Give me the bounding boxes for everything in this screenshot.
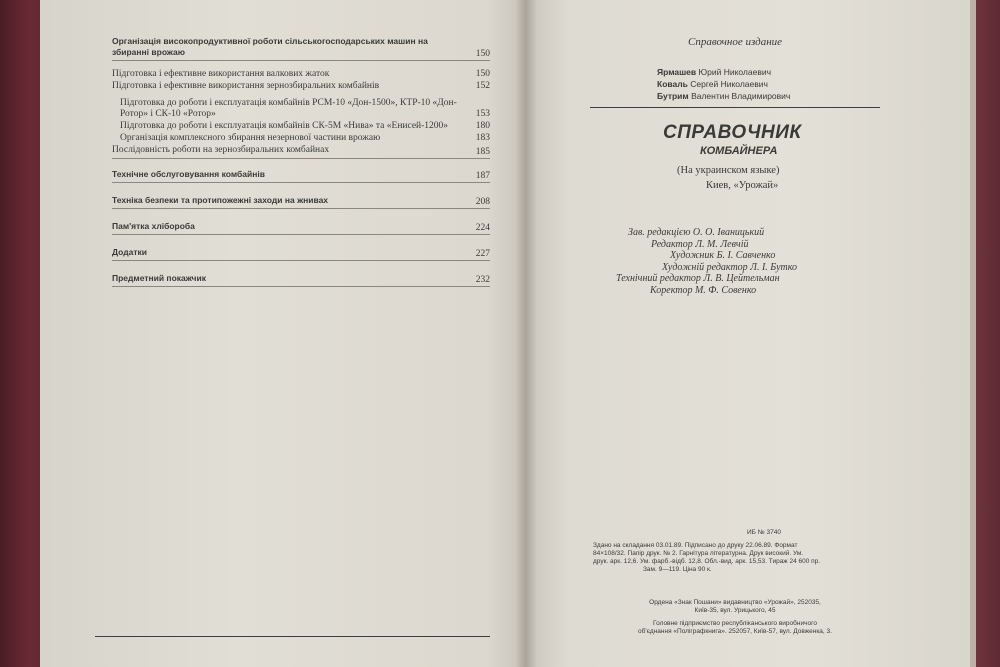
authors-list [657, 66, 790, 102]
staff-line: Редактор Л. М. Левчій [651, 238, 749, 250]
toc-entry [112, 221, 490, 235]
printer-address [590, 620, 880, 636]
print-line: Зам. 9—119. Ціна 90 к. [643, 566, 712, 573]
author-row: Бутрим Валентин Владимирович [657, 91, 791, 101]
toc-entry [112, 145, 490, 159]
toc-entry-page: 187 [475, 171, 490, 181]
toc-entry-title: Організація комплексного збирання незернової частини врожаю [120, 133, 381, 143]
toc-entry [112, 121, 490, 132]
author-row: Коваль Сергей Николаевич [657, 79, 768, 89]
staff-line: Художник Б. І. Савченко [670, 250, 776, 261]
book-gutter [515, 0, 537, 667]
toc-entry [112, 169, 490, 183]
toc-entry [112, 273, 490, 287]
title-rule [590, 107, 880, 108]
language-note: (На украинском языке) [677, 165, 780, 176]
toc-entry-page: 180 [475, 121, 490, 131]
editorial-staff [614, 227, 797, 296]
staff-line: Зав. редакцією О. О. Іваницький [628, 227, 765, 238]
book-title: СПРАВОЧНИК [663, 122, 802, 143]
toc-entry [112, 247, 490, 261]
toc-entry-page: 150 [475, 49, 490, 59]
publisher-address [610, 599, 860, 615]
staff-line: Коректор М. Ф. Совенко [650, 284, 757, 296]
toc-entry-title: Підготовка і ефективне використання зернозбиральних комбайнів [112, 81, 380, 91]
page-edges [970, 0, 976, 667]
left-bottom-rule [95, 636, 490, 637]
toc-entry [112, 69, 490, 80]
toc-entry [112, 98, 490, 120]
ib-number: ИБ № 3740 [747, 529, 781, 536]
table-of-contents [112, 36, 490, 287]
staff-line: Технічний редактор Л. В. Цейтельман [616, 273, 780, 284]
print-details [593, 542, 878, 574]
toc-entry [112, 81, 490, 92]
toc-entry-page: 150 [475, 69, 490, 79]
toc-entry-page: 183 [475, 133, 490, 143]
edition-type: Справочное издание [688, 36, 783, 48]
toc-entry-title: Додатки [112, 247, 148, 257]
toc-entry-page: 224 [475, 223, 490, 233]
toc-entry-title: Предметний покажчик [112, 273, 206, 283]
toc-entry-title: Послідовність роботи на зернозбиральних комбайнах [112, 145, 330, 155]
toc-entry-page: 152 [475, 81, 490, 91]
toc-entry-title: Технічне обслуговування комбайнів [112, 169, 265, 179]
author-row: Ярмашев Юрий Николаевич [657, 67, 772, 77]
toc-entry-page: 208 [475, 197, 490, 207]
toc-entry [112, 133, 490, 144]
toc-entry-title: Техніка безпеки та протипожежні заходи на жнивах [112, 195, 329, 205]
publisher-line: Київ-35, вул. Урицького, 45 [694, 607, 776, 614]
toc-entry-page: 185 [475, 147, 490, 157]
printer-line: об'єднання «Поліграфкнига». 252057, Київ-57, вул. Довженка, 3. [638, 628, 832, 635]
toc-entry-title: Підготовка до роботи і експлуатація комбайнів СК-5М «Нива» та «Енисей-1200» [120, 121, 449, 131]
print-line: друк. арк. 12,6. Ум. фарб.-відб. 12,8. Обл.-вид. арк. 15,53. Тираж 24 600 пр. [593, 558, 821, 565]
toc-entry-title: Підготовка до роботи і експлуатація комбайнів РСМ-10 «Дон-1500», КТР-10 «Дон-Ротор» і СК-10 «Ротор» [120, 98, 457, 119]
print-line: 84×108/32. Папір друк. № 2. Гарнітура літературна. Друк високий. Ум. [593, 550, 804, 557]
toc-entry [112, 36, 490, 61]
publisher-city: Киев, «Урожай» [706, 180, 779, 191]
printer-line: Головне підприємство республіканського виробничого [653, 620, 817, 627]
print-line: Здано на складання 03.01.89. Підписано до друку 22.06.89. Формат [593, 542, 798, 549]
book-subtitle: КОМБАЙНЕРА [700, 145, 778, 157]
toc-entry-page: 232 [475, 275, 490, 285]
toc-entry-title: Пам'ятка хлібороба [112, 221, 195, 231]
toc-entry-title: Підготовка і ефективне використання валкових жаток [112, 69, 330, 79]
publisher-line: Ордена «Знак Пошани» видавництво «Урожай», 252035, [649, 599, 821, 606]
toc-entry-title: Організація високопродуктивної роботи сільськогосподарських машин на збиранні врожаю [112, 36, 428, 57]
toc-entry [112, 195, 490, 209]
toc-entry-page: 153 [475, 109, 490, 119]
toc-entry-page: 227 [475, 249, 490, 259]
staff-line: Художній редактор Л. І. Бутко [662, 261, 798, 273]
